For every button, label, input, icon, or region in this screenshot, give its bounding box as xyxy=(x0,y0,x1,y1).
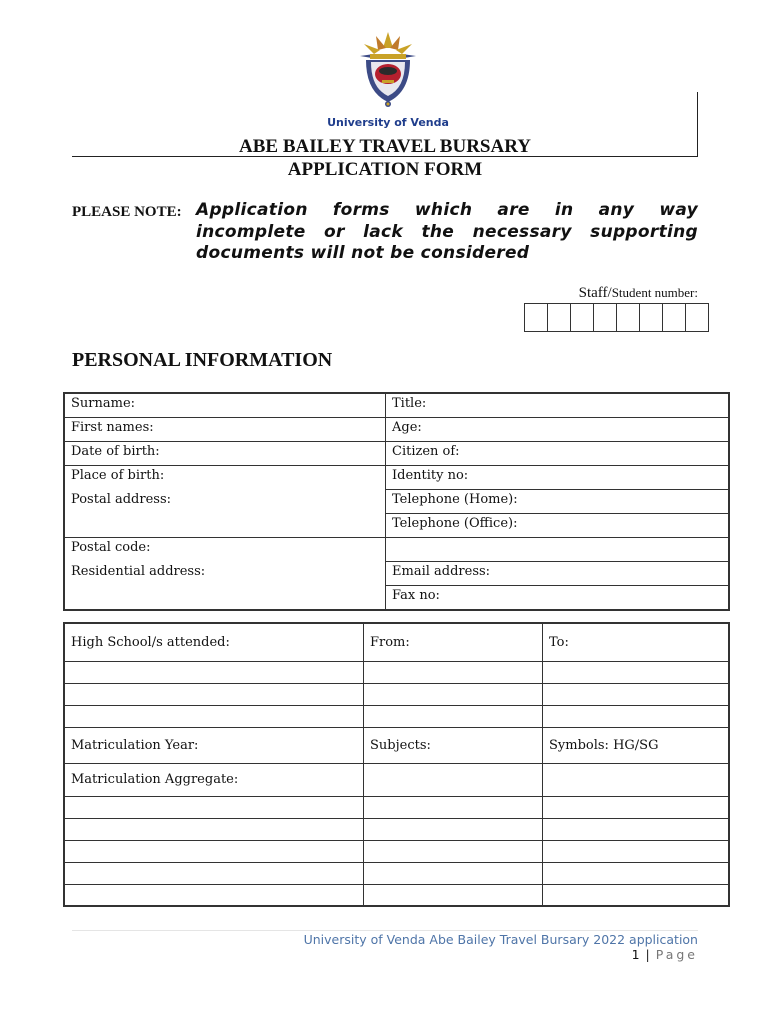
dob-field[interactable]: Date of birth: xyxy=(64,442,386,466)
surname-field[interactable]: Surname: xyxy=(64,393,386,418)
title-field[interactable]: Title: xyxy=(386,393,730,418)
symbol-cell[interactable] xyxy=(543,862,730,884)
from-cell[interactable] xyxy=(364,661,543,683)
identity-field[interactable]: Identity no: xyxy=(386,466,730,490)
tel-home-field[interactable]: Telephone (Home): xyxy=(386,490,730,514)
residential-address-field[interactable]: Residential address: xyxy=(64,562,386,611)
footer-rule xyxy=(72,930,698,931)
form-title-line2: APPLICATION FORM xyxy=(287,159,483,180)
fax-field[interactable]: Fax no: xyxy=(386,586,730,611)
student-number-digit-box[interactable] xyxy=(571,304,594,331)
blank-cell[interactable] xyxy=(64,796,364,818)
subject-cell[interactable] xyxy=(364,884,543,906)
to-cell[interactable] xyxy=(543,705,730,727)
email-field[interactable]: Email address: xyxy=(386,562,730,586)
to-header: To: xyxy=(543,623,730,661)
blank-cell[interactable] xyxy=(64,840,364,862)
subject-cell[interactable] xyxy=(364,840,543,862)
blank-cell[interactable] xyxy=(64,884,364,906)
blank-cell[interactable] xyxy=(386,538,730,562)
page-number xyxy=(632,947,698,962)
to-cell[interactable] xyxy=(543,661,730,683)
student-number-digit-box[interactable] xyxy=(640,304,663,331)
student-number-digit-box[interactable] xyxy=(525,304,548,331)
subject-cell[interactable] xyxy=(364,763,543,796)
student-number-digit-box[interactable] xyxy=(617,304,640,331)
postal-code-field[interactable]: Postal code: xyxy=(64,538,386,562)
staff-label-main: Staff/ xyxy=(578,285,612,301)
matric-year-field[interactable]: Matriculation Year: xyxy=(64,727,364,763)
note-label: PLEASE NOTE: xyxy=(72,204,182,220)
from-cell[interactable] xyxy=(364,705,543,727)
header-rule xyxy=(72,156,698,157)
university-crest-logo xyxy=(356,30,420,116)
staff-label-rest: Student number: xyxy=(611,285,698,300)
from-header: From: xyxy=(364,623,543,661)
page-word: Page xyxy=(655,947,698,962)
symbol-cell[interactable] xyxy=(543,763,730,796)
symbol-cell[interactable] xyxy=(543,884,730,906)
personal-info-table xyxy=(63,392,730,611)
matric-aggregate-field[interactable]: Matriculation Aggregate: xyxy=(64,763,364,796)
subject-cell[interactable] xyxy=(364,818,543,840)
to-cell[interactable] xyxy=(543,683,730,705)
school-cell[interactable] xyxy=(64,705,364,727)
student-number-digit-box[interactable] xyxy=(548,304,571,331)
student-number-digit-box[interactable] xyxy=(686,304,708,331)
blank-cell[interactable] xyxy=(64,818,364,840)
student-number-digit-box[interactable] xyxy=(594,304,617,331)
citizen-field[interactable]: Citizen of: xyxy=(386,442,730,466)
school-cell[interactable] xyxy=(64,661,364,683)
note-text: Application forms which are in any way incomplete or lack the necessary supporting documents will not be considered xyxy=(196,200,698,263)
school-cell[interactable] xyxy=(64,683,364,705)
footer-text: University of Venda Abe Bailey Travel Bursary 2022 application xyxy=(303,932,698,947)
high-school-header: High School/s attended: xyxy=(64,623,364,661)
page-number-value: 1 xyxy=(631,947,641,962)
first-names-field[interactable]: First names: xyxy=(64,418,386,442)
symbol-cell[interactable] xyxy=(543,796,730,818)
student-number-digit-box[interactable] xyxy=(663,304,686,331)
age-field[interactable]: Age: xyxy=(386,418,730,442)
blank-cell[interactable] xyxy=(64,862,364,884)
staff-student-number-label xyxy=(579,285,698,302)
subjects-header: Subjects: xyxy=(364,727,543,763)
symbols-header: Symbols: HG/SG xyxy=(543,727,730,763)
student-number-boxes xyxy=(524,303,709,332)
postal-address-field[interactable]: Postal address: xyxy=(64,490,386,538)
subject-cell[interactable] xyxy=(364,796,543,818)
subject-cell[interactable] xyxy=(364,862,543,884)
form-title-line1: ABE BAILEY TRAVEL BURSARY xyxy=(239,136,531,157)
university-name: University of Venda xyxy=(327,116,449,129)
section-title: PERSONAL INFORMATION xyxy=(72,349,333,371)
school-info-table xyxy=(63,622,730,907)
symbol-cell[interactable] xyxy=(543,818,730,840)
pob-field[interactable]: Place of birth: xyxy=(64,466,386,490)
page-separator: | xyxy=(645,947,651,962)
symbol-cell[interactable] xyxy=(543,840,730,862)
tel-office-field[interactable]: Telephone (Office): xyxy=(386,514,730,538)
from-cell[interactable] xyxy=(364,683,543,705)
